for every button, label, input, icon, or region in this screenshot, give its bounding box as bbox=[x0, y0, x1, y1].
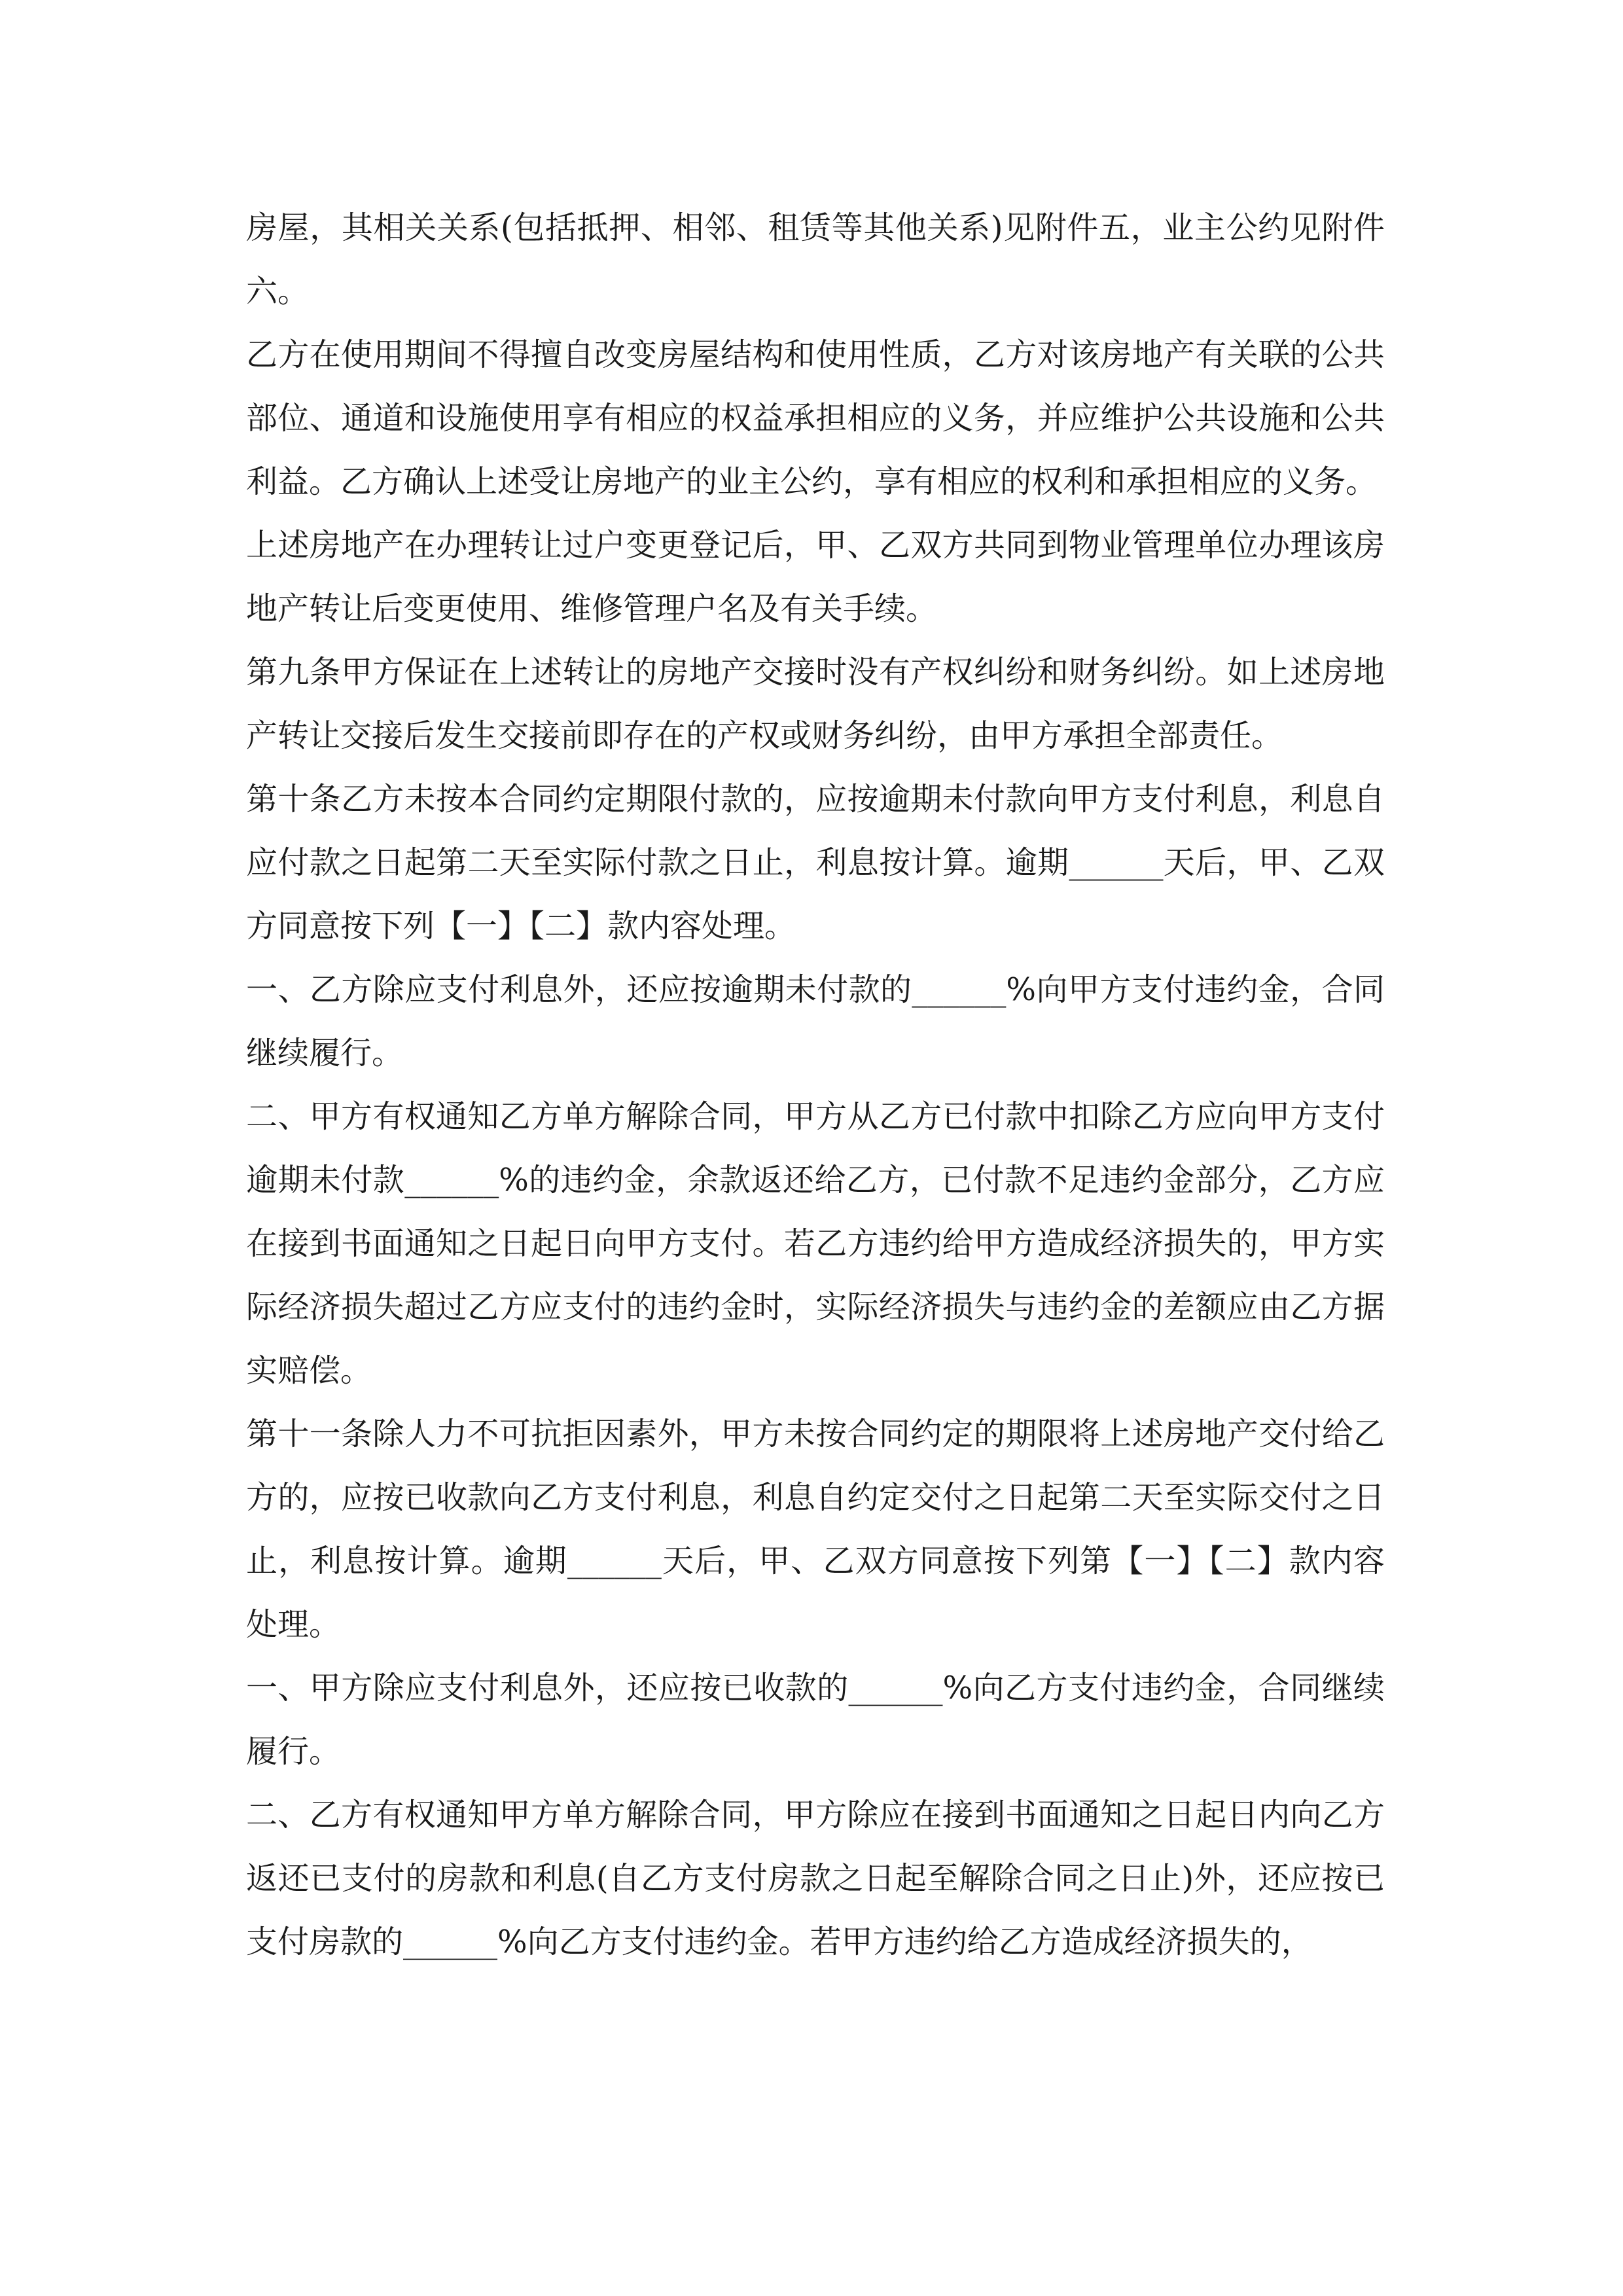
paragraph-property-management: 上述房地产在办理转让过户变更登记后，甲、乙双方共同到物业管理单位办理该房地产转让后变更使用、维修管理户名及有关手续。 bbox=[246, 527, 1385, 627]
paragraph-article-10: 第十条乙方未按本合同约定期限付款的，应按逾期未付款向甲方支付利息，利息自应付款之日起第二天至实际付款之日止，利息按计算。逾期______天后，甲、乙双方同意按下列【一】【二】款内容处理。 bbox=[246, 781, 1385, 944]
paragraph-article-11-item-2: 二、乙方有权通知甲方单方解除合同，甲方除应在接到书面通知之日起日内向乙方返还已支付的房款和利息(自乙方支付房款之日起至解除合同之日止)外，还应按已支付房款的______%向乙方支付违约金。若甲方违约给乙方造成经济损失的， bbox=[246, 1797, 1385, 1960]
paragraph-article-10-item-2: 二、甲方有权通知乙方单方解除合同，甲方从乙方已付款中扣除乙方应向甲方支付逾期未付款______%的违约金，余款返还给乙方，已付款不足违约金部分，乙方应在接到书面通知之日起日向甲方支付。若乙方违约给甲方造成经济损失的，甲方实际经济损失超过乙方应支付的违约金时，实际经济损失与违约金的差额应由乙方据实赔偿。 bbox=[246, 1098, 1385, 1389]
paragraph-attachments: 房屋，其相关关系(包括抵押、相邻、租赁等其他关系)见附件五，业主公约见附件六。 bbox=[246, 209, 1385, 310]
paragraph-article-10-item-1: 一、乙方除应支付利息外，还应按逾期未付款的______%向甲方支付违约金，合同继续履行。 bbox=[246, 971, 1385, 1071]
document-body bbox=[246, 196, 1385, 1974]
paragraph-article-11-item-1: 一、甲方除应支付利息外，还应按已收款的______%向乙方支付违约金，合同继续履行。 bbox=[246, 1670, 1385, 1770]
paragraph-article-11: 第十一条除人力不可抗拒因素外，甲方未按合同约定的期限将上述房地产交付给乙方的，应按已收款向乙方支付利息，利息自约定交付之日起第二天至实际交付之日止，利息按计算。逾期______天后，甲、乙双方同意按下列第【一】【二】款内容处理。 bbox=[246, 1416, 1385, 1643]
paragraph-article-9: 第九条甲方保证在上述转让的房地产交接时没有产权纠纷和财务纠纷。如上述房地产转让交接后发生交接前即存在的产权或财务纠纷，由甲方承担全部责任。 bbox=[246, 654, 1385, 754]
paragraph-usage-obligations: 乙方在使用期间不得擅自改变房屋结构和使用性质，乙方对该房地产有关联的公共部位、通道和设施使用享有相应的权益承担相应的义务，并应维护公共设施和公共利益。乙方确认上述受让房地产的业主公约，享有相应的权利和承担相应的义务。 bbox=[246, 336, 1385, 500]
